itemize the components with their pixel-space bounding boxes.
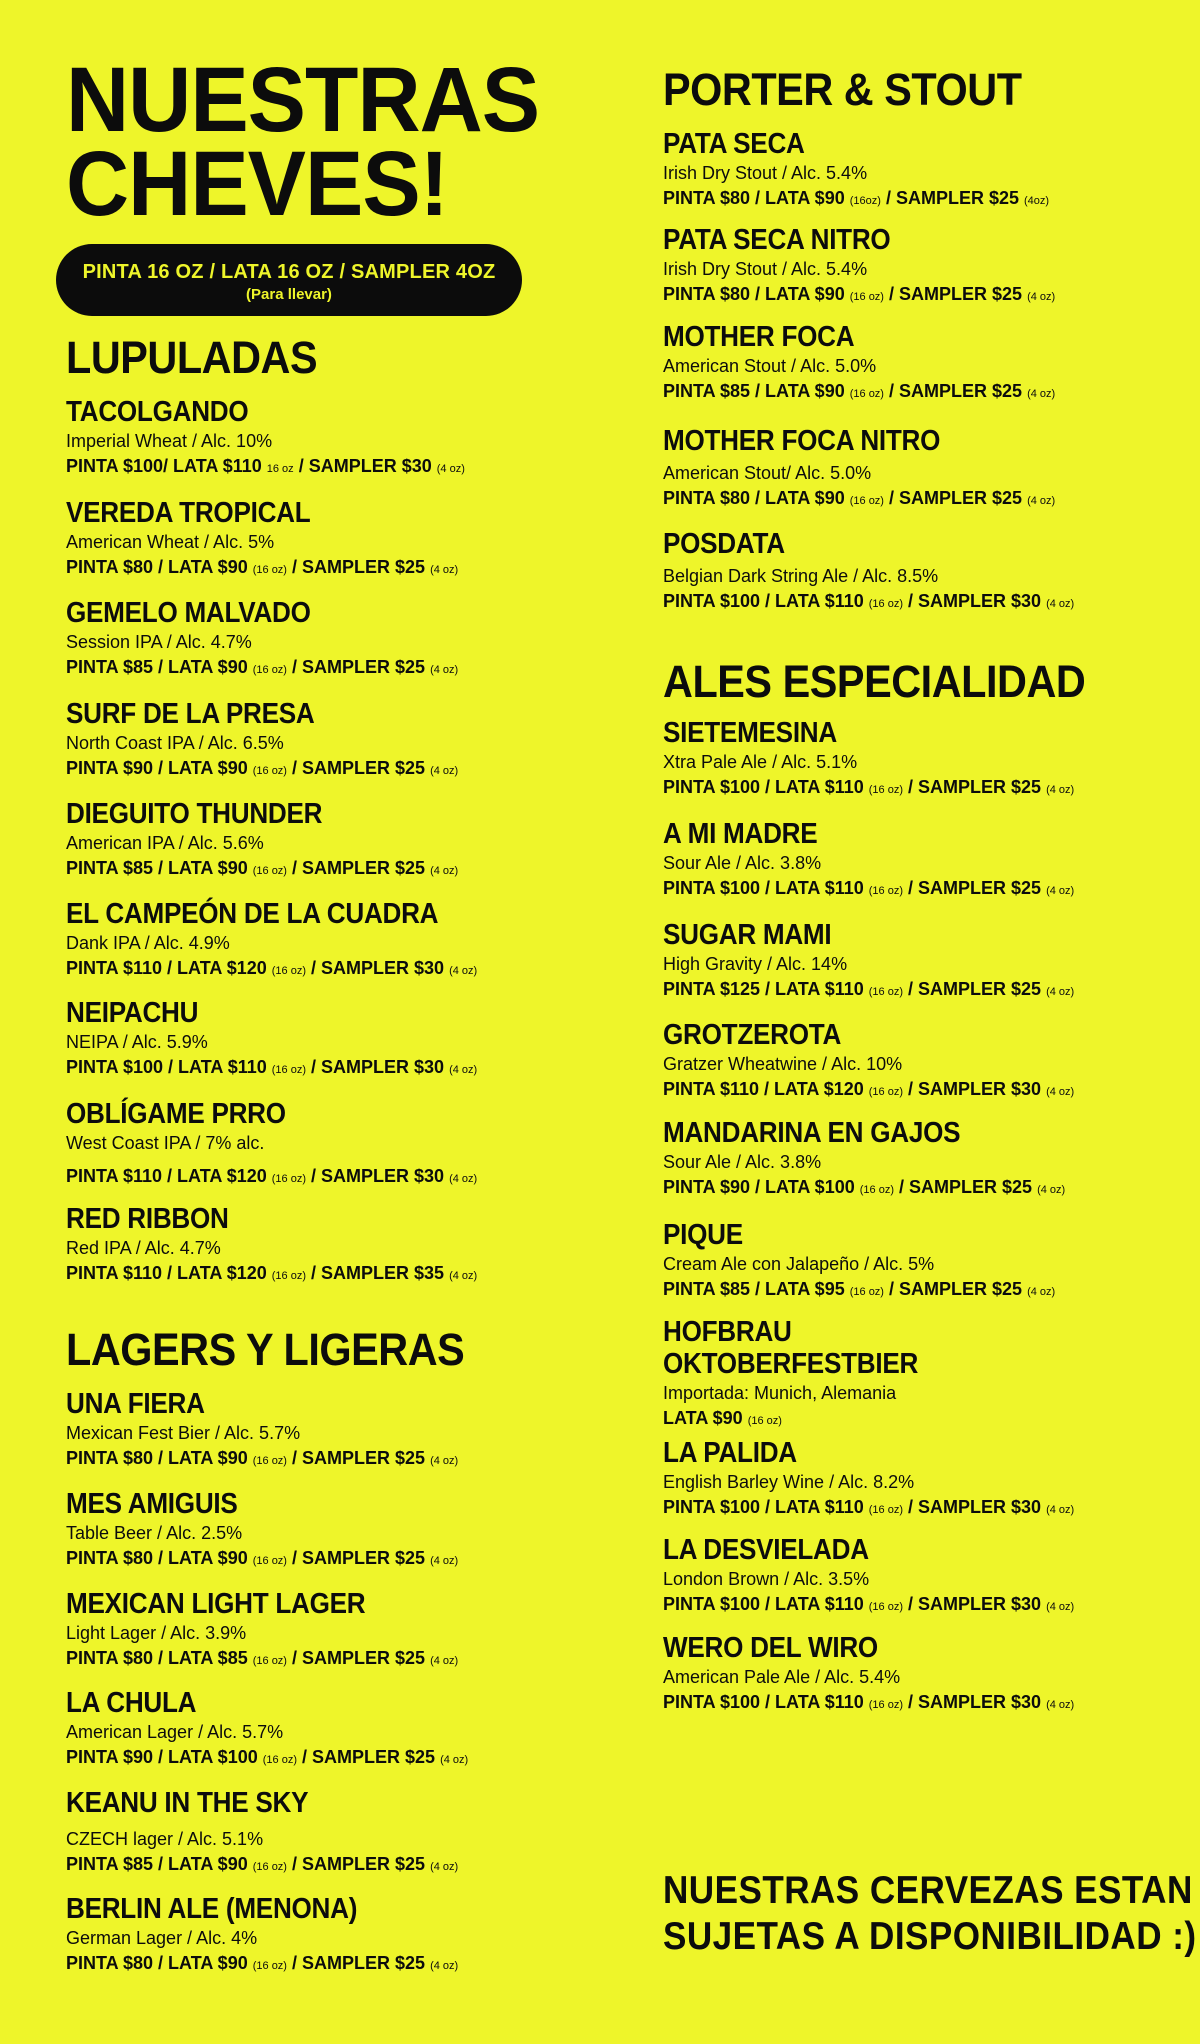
beer-item xyxy=(663,1632,1183,1718)
beer-name-line: PATA SECA xyxy=(663,128,805,160)
beer-style: Importada: Munich, Alemania xyxy=(663,1383,897,1403)
sampler-size: (4 oz) xyxy=(1027,495,1056,507)
sampler-size: (4 oz) xyxy=(449,1270,478,1282)
beer-name xyxy=(66,396,570,428)
serving-sizes-badge xyxy=(56,244,522,316)
sampler-size: (4 oz) xyxy=(430,765,459,777)
sampler-size: (4 oz) xyxy=(1046,598,1075,610)
price-size: (16 oz) xyxy=(252,1555,287,1567)
price-sampler: / SAMPLER $25 xyxy=(899,1177,1033,1197)
price-main: PINTA $100 / LATA $110 xyxy=(663,591,864,611)
beer-name-line: NEIPACHU xyxy=(66,997,199,1029)
price-sampler: / SAMPLER $25 xyxy=(292,1953,426,1973)
beer-item xyxy=(66,497,626,583)
price-sampler: / SAMPLER $25 xyxy=(908,979,1042,999)
price-sampler: / SAMPLER $25 xyxy=(908,878,1042,898)
price-sampler: / SAMPLER $25 xyxy=(292,858,426,878)
price-size: (16 oz) xyxy=(252,765,287,777)
price-size: (16 oz) xyxy=(271,1064,307,1076)
price-sampler: / SAMPLER $25 xyxy=(889,284,1023,304)
beer-item xyxy=(663,224,1183,310)
beer-name-line: VEREDA TROPICAL xyxy=(66,497,311,529)
availability-note xyxy=(663,1868,1197,1960)
price-main: PINTA $110 / LATA $120 xyxy=(66,958,267,978)
beer-item xyxy=(663,528,1183,617)
beer-name-line: RED RIBBON xyxy=(66,1203,229,1235)
price-sampler: / SAMPLER $30 xyxy=(298,456,432,476)
sampler-size: (4 oz) xyxy=(1046,1699,1075,1711)
sampler-size: (4 oz) xyxy=(1037,1184,1066,1196)
price-sampler: / SAMPLER $30 xyxy=(908,1692,1042,1712)
price-sampler: / SAMPLER $25 xyxy=(292,557,426,577)
beer-style: American Pale Ale / Alc. 5.4% xyxy=(663,1667,901,1687)
beer-style: Mexican Fest Bier / Alc. 5.7% xyxy=(66,1423,301,1443)
price-size: (16 oz) xyxy=(252,1455,287,1467)
price-size: (16 oz) xyxy=(252,664,287,676)
price-main: PINTA $100 / LATA $110 xyxy=(66,1057,267,1077)
beer-name xyxy=(66,898,570,930)
price-sampler: / SAMPLER $25 xyxy=(292,1448,426,1468)
beer-price xyxy=(663,774,1183,803)
sampler-size: (4 oz) xyxy=(430,1455,459,1467)
beer-name xyxy=(663,1117,1131,1149)
sampler-size: (4 oz) xyxy=(1046,986,1075,998)
price-main: PINTA $80 / LATA $85 xyxy=(66,1648,248,1668)
beer-item xyxy=(663,1019,1183,1105)
beer-name-line: A MI MADRE xyxy=(663,818,818,850)
price-main: PINTA $100/ LATA $110 xyxy=(66,456,262,476)
price-size: (16 oz) xyxy=(271,965,307,977)
beer-name-line: LA CHULA xyxy=(66,1687,197,1719)
beer-item xyxy=(66,1893,626,1979)
sampler-size: (4oz) xyxy=(1024,195,1050,207)
beer-item xyxy=(66,997,626,1083)
beer-name-line: SIETEMESINA xyxy=(663,717,837,749)
beer-price xyxy=(66,1054,626,1083)
beer-item xyxy=(66,698,626,784)
beer-style: American Lager / Alc. 5.7% xyxy=(66,1722,284,1742)
beer-name-line: MOTHER FOCA xyxy=(663,321,855,353)
beer-item xyxy=(66,1687,626,1773)
section-title-porter-stout: PORTER & STOUT xyxy=(663,64,1022,115)
price-main: PINTA $80 / LATA $90 xyxy=(663,284,845,304)
sampler-size: (4 oz) xyxy=(430,865,459,877)
price-main: PINTA $125 / LATA $110 xyxy=(663,979,864,999)
price-main: PINTA $110 / LATA $120 xyxy=(66,1166,267,1186)
beer-item xyxy=(663,717,1183,803)
beer-name-line: OBLÍGAME PRRO xyxy=(66,1098,286,1130)
beer-name xyxy=(663,1019,1131,1051)
to-go-note: (Para llevar) xyxy=(246,286,332,303)
sampler-size: (4 oz) xyxy=(1027,291,1056,303)
beer-name xyxy=(66,1488,570,1520)
price-main: PINTA $80 / LATA $90 xyxy=(663,488,845,508)
beer-price xyxy=(663,1405,1183,1434)
beer-style: Light Lager / Alc. 3.9% xyxy=(66,1623,247,1643)
beer-name xyxy=(663,1437,1131,1469)
beer-name-line: GEMELO MALVADO xyxy=(66,597,311,629)
sampler-size: (4 oz) xyxy=(440,1754,469,1766)
beer-price xyxy=(66,855,626,884)
beer-item xyxy=(663,1316,1183,1434)
price-sampler: / SAMPLER $30 xyxy=(908,1079,1042,1099)
price-main: PINTA $110 / LATA $120 xyxy=(66,1263,267,1283)
beer-item xyxy=(66,396,626,482)
beer-style: Xtra Pale Ale / Alc. 5.1% xyxy=(663,752,858,772)
beer-price xyxy=(66,1163,626,1192)
sampler-size: (4 oz) xyxy=(1046,1086,1075,1098)
serving-sizes-text: PINTA 16 OZ / LATA 16 OZ / SAMPLER 4OZ xyxy=(82,261,496,283)
beer-name xyxy=(663,1316,1131,1380)
beer-style: Gratzer Wheatwine / Alc. 10% xyxy=(663,1054,903,1074)
beer-price xyxy=(663,185,1183,214)
beer-item xyxy=(66,1388,626,1474)
beer-name-line: TACOLGANDO xyxy=(66,396,249,428)
beer-price xyxy=(66,1744,626,1773)
beer-name-line: KEANU IN THE SKY xyxy=(66,1787,309,1819)
beer-name-line: PIQUE xyxy=(663,1219,743,1251)
price-main: PINTA $85 / LATA $95 xyxy=(663,1279,845,1299)
price-sampler: / SAMPLER $30 xyxy=(311,958,445,978)
beer-style: Cream Ale con Jalapeño / Alc. 5% xyxy=(663,1254,935,1274)
price-size: (16 oz) xyxy=(849,495,884,507)
price-sampler: / SAMPLER $30 xyxy=(311,1057,445,1077)
beer-name-line: DIEGUITO THUNDER xyxy=(66,798,323,830)
beer-name-line: SUGAR MAMI xyxy=(663,919,832,951)
price-size: (16 oz) xyxy=(868,885,904,897)
sampler-size: (4 oz) xyxy=(430,1655,459,1667)
beer-name xyxy=(66,597,570,629)
price-size: (16 oz) xyxy=(252,1655,287,1667)
sampler-size: (4 oz) xyxy=(449,1173,478,1185)
price-main: PINTA $80 / LATA $90 xyxy=(66,1448,248,1468)
price-main: PINTA $85 / LATA $90 xyxy=(66,858,248,878)
price-size: (16 oz) xyxy=(252,865,287,877)
sampler-size: (4 oz) xyxy=(449,1064,478,1076)
beer-price xyxy=(66,453,626,482)
beer-name xyxy=(66,698,570,730)
beer-style: Red IPA / Alc. 4.7% xyxy=(66,1238,221,1258)
beer-price xyxy=(663,281,1183,310)
price-main: PINTA $80 / LATA $90 xyxy=(66,1953,248,1973)
price-size: (16 oz) xyxy=(868,986,904,998)
beer-name xyxy=(66,497,570,529)
page-title xyxy=(66,49,540,235)
price-main: PINTA $80 / LATA $90 xyxy=(66,557,248,577)
price-size: (16 oz) xyxy=(252,1861,287,1873)
price-size: (16 oz) xyxy=(849,291,884,303)
price-sampler: / SAMPLER $25 xyxy=(302,1747,436,1767)
price-sampler: / SAMPLER $25 xyxy=(885,188,1019,208)
beer-name-line: MES AMIGUIS xyxy=(66,1488,238,1520)
beer-item xyxy=(663,1219,1183,1305)
beer-item xyxy=(66,1203,626,1289)
price-sampler: / SAMPLER $25 xyxy=(292,1854,426,1874)
beer-name xyxy=(66,997,570,1029)
price-sampler: / SAMPLER $25 xyxy=(889,488,1023,508)
beer-style: American Wheat / Alc. 5% xyxy=(66,532,275,552)
beer-name xyxy=(663,1534,1131,1566)
price-sampler: / SAMPLER $25 xyxy=(908,777,1042,797)
price-main: LATA $90 xyxy=(663,1408,743,1428)
beer-item xyxy=(663,1117,1183,1203)
title-line-2: CHEVES! xyxy=(66,133,448,235)
beer-name-line: HOFBRAU xyxy=(663,1316,792,1348)
beer-price xyxy=(66,1851,626,1880)
beer-name-line: MANDARINA EN GAJOS xyxy=(663,1117,961,1149)
beer-name xyxy=(66,1893,570,1925)
beer-name xyxy=(663,425,1131,457)
beer-style: Belgian Dark String Ale / Alc. 8.5% xyxy=(663,566,939,586)
beer-price xyxy=(663,875,1183,904)
beer-price xyxy=(66,955,626,984)
beer-name-line: MOTHER FOCA NITRO xyxy=(663,425,941,457)
beer-item xyxy=(66,1488,626,1574)
beer-name xyxy=(663,1219,1131,1251)
beer-item xyxy=(663,1534,1183,1620)
beer-price xyxy=(66,1950,626,1979)
beer-item xyxy=(663,425,1183,514)
beer-name xyxy=(66,1687,570,1719)
beer-price xyxy=(663,976,1183,1005)
sampler-size: (4 oz) xyxy=(436,463,465,475)
price-main: PINTA $100 / LATA $110 xyxy=(663,1497,864,1517)
price-main: PINTA $80 / LATA $90 xyxy=(66,1548,248,1568)
beer-style: West Coast IPA / 7% alc. xyxy=(66,1133,265,1153)
beer-style: NEIPA / Alc. 5.9% xyxy=(66,1032,208,1052)
sampler-size: (4 oz) xyxy=(1046,1601,1075,1613)
price-main: PINTA $100 / LATA $110 xyxy=(663,1692,864,1712)
beer-name-line-2: OKTOBERFESTBIER xyxy=(663,1348,919,1380)
beer-style: Dank IPA / Alc. 4.9% xyxy=(66,933,230,953)
beer-style: American Stout / Alc. 5.0% xyxy=(663,356,877,376)
price-size: (16 oz) xyxy=(271,1270,307,1282)
beer-style: Imperial Wheat / Alc. 10% xyxy=(66,431,273,451)
beer-name-line: BERLIN ALE (MENONA) xyxy=(66,1893,358,1925)
beer-name xyxy=(66,1787,570,1819)
beer-item xyxy=(66,798,626,884)
beer-name xyxy=(663,528,1131,560)
price-size: (16 oz) xyxy=(868,1601,904,1613)
price-main: PINTA $90 / LATA $100 xyxy=(663,1177,855,1197)
price-size: (16 oz) xyxy=(849,1286,884,1298)
beer-price xyxy=(663,1076,1183,1105)
beer-item xyxy=(663,128,1183,214)
beer-style: American IPA / Alc. 5.6% xyxy=(66,833,264,853)
price-sampler: / SAMPLER $25 xyxy=(292,1548,426,1568)
beer-name-line: PATA SECA NITRO xyxy=(663,224,891,256)
price-size: (16 oz) xyxy=(868,1699,904,1711)
price-main: PINTA $100 / LATA $110 xyxy=(663,777,864,797)
beer-name xyxy=(66,1588,570,1620)
price-main: PINTA $110 / LATA $120 xyxy=(663,1079,864,1099)
beer-name-line: EL CAMPEÓN DE LA CUADRA xyxy=(66,898,439,930)
price-sampler: / SAMPLER $25 xyxy=(292,657,426,677)
beer-item xyxy=(663,1437,1183,1523)
price-main: PINTA $100 / LATA $110 xyxy=(663,1594,864,1614)
price-size: (16 oz) xyxy=(868,784,904,796)
beer-price xyxy=(663,485,1183,514)
price-sampler: / SAMPLER $35 xyxy=(311,1263,445,1283)
price-size: (16 oz) xyxy=(859,1184,894,1196)
sampler-size: (4 oz) xyxy=(430,564,459,576)
price-size: (16 oz) xyxy=(262,1754,297,1766)
price-sampler: / SAMPLER $25 xyxy=(292,758,426,778)
beer-name xyxy=(663,321,1131,353)
price-sampler: / SAMPLER $25 xyxy=(292,1648,426,1668)
title-line-1: NUESTRAS xyxy=(66,49,540,151)
beer-name-line: SURF DE LA PRESA xyxy=(66,698,315,730)
beer-name xyxy=(663,128,1131,160)
beer-name xyxy=(663,919,1131,951)
beer-price xyxy=(663,1174,1183,1203)
sampler-size: (4 oz) xyxy=(1046,885,1075,897)
beer-item xyxy=(663,321,1183,407)
beer-name-line: POSDATA xyxy=(663,528,785,560)
availability-note-line-1: NUESTRAS CERVEZAS ESTAN xyxy=(663,1869,1193,1912)
beer-name-line: LA DESVIELADA xyxy=(663,1534,869,1566)
price-sampler: / SAMPLER $30 xyxy=(908,1497,1042,1517)
price-size: (16 oz) xyxy=(271,1173,307,1185)
beer-price xyxy=(663,1494,1183,1523)
sampler-size: (4 oz) xyxy=(1027,1286,1056,1298)
beer-price xyxy=(663,1689,1183,1718)
beer-price xyxy=(663,378,1183,407)
beer-style: Table Beer / Alc. 2.5% xyxy=(66,1523,243,1543)
price-size: (16 oz) xyxy=(868,1504,904,1516)
price-sampler: / SAMPLER $30 xyxy=(311,1166,445,1186)
beer-name xyxy=(66,1098,570,1130)
price-size: (16 oz) xyxy=(849,388,884,400)
price-size: (16 oz) xyxy=(747,1415,782,1427)
section-title-ales-especialidad: ALES ESPECIALIDAD xyxy=(663,656,1086,707)
sampler-size: (4 oz) xyxy=(430,1861,459,1873)
price-main: PINTA $100 / LATA $110 xyxy=(663,878,864,898)
price-main: PINTA $90 / LATA $90 xyxy=(66,758,248,778)
price-sampler: / SAMPLER $25 xyxy=(889,381,1023,401)
beer-style: English Barley Wine / Alc. 8.2% xyxy=(663,1472,915,1492)
availability-note-line-2: SUJETAS A DISPONIBILIDAD :) xyxy=(663,1915,1197,1958)
beer-name-line: UNA FIERA xyxy=(66,1388,205,1420)
price-sampler: / SAMPLER $30 xyxy=(908,591,1042,611)
beer-style: London Brown / Alc. 3.5% xyxy=(663,1569,870,1589)
beer-style: High Gravity / Alc. 14% xyxy=(663,954,848,974)
sampler-size: (4 oz) xyxy=(430,664,459,676)
beer-style: German Lager / Alc. 4% xyxy=(66,1928,258,1948)
beer-style: Session IPA / Alc. 4.7% xyxy=(66,632,252,652)
beer-name xyxy=(663,224,1131,256)
beer-item xyxy=(66,1588,626,1674)
beer-price xyxy=(663,1276,1183,1305)
price-main: PINTA $80 / LATA $90 xyxy=(663,188,845,208)
sampler-size: (4 oz) xyxy=(1046,1504,1075,1516)
price-size: (16 oz) xyxy=(252,564,287,576)
sampler-size: (4 oz) xyxy=(1046,784,1075,796)
beer-item xyxy=(66,1098,626,1192)
beer-style: North Coast IPA / Alc. 6.5% xyxy=(66,733,284,753)
beer-item xyxy=(663,818,1183,904)
beer-name-line: GROTZEROTA xyxy=(663,1019,842,1051)
price-sampler: / SAMPLER $25 xyxy=(889,1279,1023,1299)
beer-price xyxy=(66,755,626,784)
price-size: (16 oz) xyxy=(868,1086,904,1098)
beer-name xyxy=(663,1632,1131,1664)
price-main: PINTA $85 / LATA $90 xyxy=(66,1854,248,1874)
price-main: PINTA $85 / LATA $90 xyxy=(663,381,845,401)
section-title-lagers: LAGERS Y LIGERAS xyxy=(66,1324,465,1375)
beer-style: Irish Dry Stout / Alc. 5.4% xyxy=(663,259,868,279)
section-title-lupuladas: LUPULADAS xyxy=(66,332,318,383)
price-size: 16 oz xyxy=(266,463,294,475)
beer-price xyxy=(66,1445,626,1474)
beer-name-line: MEXICAN LIGHT LAGER xyxy=(66,1588,366,1620)
sampler-size: (4 oz) xyxy=(430,1960,459,1972)
beer-name-line: LA PALIDA xyxy=(663,1437,797,1469)
beer-name-line: WERO DEL WIRO xyxy=(663,1632,878,1664)
sampler-size: (4 oz) xyxy=(430,1555,459,1567)
beer-style: Sour Ale / Alc. 3.8% xyxy=(663,853,822,873)
beer-style: Sour Ale / Alc. 3.8% xyxy=(663,1152,822,1172)
beer-price xyxy=(66,1645,626,1674)
beer-price xyxy=(66,554,626,583)
beer-item xyxy=(66,1787,626,1880)
beer-item xyxy=(663,919,1183,1005)
beer-name xyxy=(663,818,1131,850)
beer-name xyxy=(66,798,570,830)
beer-price xyxy=(66,654,626,683)
price-size: (16 oz) xyxy=(252,1960,287,1972)
price-sampler: / SAMPLER $30 xyxy=(908,1594,1042,1614)
price-main: PINTA $90 / LATA $100 xyxy=(66,1747,258,1767)
beer-style: Irish Dry Stout / Alc. 5.4% xyxy=(663,163,868,183)
beer-style: American Stout/ Alc. 5.0% xyxy=(663,463,872,483)
beer-price xyxy=(66,1545,626,1574)
beer-item xyxy=(66,597,626,683)
beer-name xyxy=(663,717,1131,749)
beer-price xyxy=(66,1260,626,1289)
beer-price xyxy=(663,588,1183,617)
beer-price xyxy=(663,1591,1183,1620)
price-size: (16 oz) xyxy=(868,598,904,610)
beer-item xyxy=(66,898,626,984)
beer-name xyxy=(66,1203,570,1235)
price-main: PINTA $85 / LATA $90 xyxy=(66,657,248,677)
beer-style: CZECH lager / Alc. 5.1% xyxy=(66,1829,264,1849)
price-size: (16oz) xyxy=(849,195,881,207)
sampler-size: (4 oz) xyxy=(1027,388,1056,400)
sampler-size: (4 oz) xyxy=(449,965,478,977)
beer-name xyxy=(66,1388,570,1420)
